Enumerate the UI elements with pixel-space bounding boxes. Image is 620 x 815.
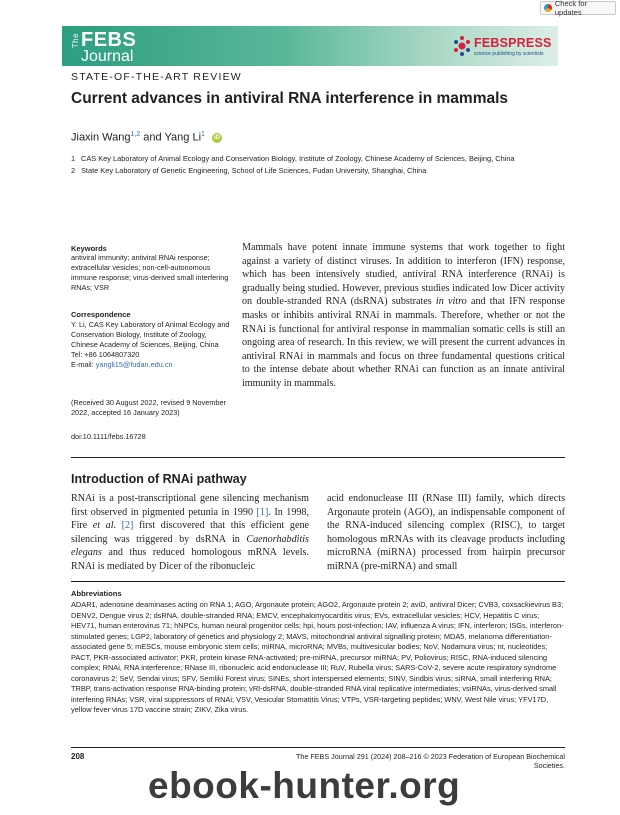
- citation-link[interactable]: [2]: [121, 520, 134, 532]
- abstract-italic: in vitro: [435, 296, 467, 308]
- affiliation-number: 1: [71, 154, 76, 163]
- febspress-dots-icon: [452, 35, 472, 57]
- logo-journal: Journal: [81, 48, 134, 65]
- abstract-text: and that IFN response masks or inhibits antiviral RNAi in mammals. Therefore, whether or not the RNAi is functional for antiviral response in mammalian somatic cells is still an ongoing area of research. In this review, we will present the current advances in antiviral RNAi in mammals and focus on three fundamental questions critical to the intense debate about whether RNAi can function as an innate antiviral immunity in mammals.: [242, 296, 565, 389]
- received-dates: (Received 30 August 2022, revised 9 November 2022, accepted 16 January 2023): [71, 398, 226, 417]
- article-type: STATE-OF-THE-ART REVIEW: [71, 71, 242, 83]
- page-number: 208: [71, 752, 85, 761]
- febspress-logo: [452, 35, 560, 59]
- abstract: [242, 241, 565, 391]
- email-label: E-mail:: [71, 360, 96, 369]
- logo-the: The: [71, 33, 80, 49]
- section-heading: Introduction of RNAi pathway: [71, 472, 247, 486]
- doi[interactable]: doi:10.1111/febs.16728: [71, 432, 146, 441]
- abbreviations-heading: Abbreviations: [71, 589, 122, 598]
- divider: [71, 457, 565, 458]
- body-column-right: acid endonuclease III (RNase III) family, which directs Argonaute protein (AGO), an indispensable component of the RNA-induced silencing complex (RISC), to target homologous mRNAs with its cleavage products including microRNA (miRNA) processed from hairpin precursor miRNA (pre-miRNA) and small: [327, 493, 565, 572]
- keywords-heading: Keywords: [71, 244, 107, 253]
- author-affiliation-mark[interactable]: 1,2: [130, 131, 141, 138]
- body-text: .: [113, 520, 122, 532]
- affiliation-text: State Key Laboratory of Genetic Engineering, School of Life Sciences, Fudan University, Shanghai, China: [81, 166, 427, 175]
- author-name: Yang Li: [164, 131, 202, 144]
- body-italic: et al: [92, 520, 114, 532]
- correspondence-heading: Correspondence: [71, 310, 131, 319]
- citation-link[interactable]: [1]: [256, 506, 269, 518]
- abstract-text: Mammals have potent innate immune systems that work together to fight against a variety of distinct viruses. In addition to interferon (IFN) response, which has been intensively studied, antiviral RNA interference (RNAi) is gradually being studied. However, previous studies indicated low Dicer activity on double-stranded RNA (dsRNA) substrates: [242, 242, 565, 308]
- keywords-text: antiviral immunity; antiviral RNAi response; extracellular vesicles; non-cell-autonomous immune response; virus-derived small interfering RNAs; VSR: [71, 253, 229, 292]
- check-updates-label: Check for updates: [554, 0, 587, 17]
- affiliation: [71, 166, 426, 175]
- affiliation-number: 2: [71, 166, 76, 175]
- affiliation: [71, 154, 515, 163]
- divider: [71, 747, 565, 748]
- watermark-text: ebook-hunter.org: [148, 765, 461, 806]
- body-text: first discovered that this efficient gene silencing was triggered by dsRNA in: [71, 520, 309, 545]
- correspondence-email-link[interactable]: yangli15@fudan.edu.cn: [95, 360, 173, 369]
- correspondence-block: [71, 320, 233, 370]
- check-for-updates-button[interactable]: [540, 1, 616, 15]
- body-column-left: [71, 492, 309, 574]
- correspondence-tel: Tel: +86 1064807320: [71, 350, 140, 359]
- author-affiliation-mark[interactable]: 1: [201, 131, 205, 138]
- watermark: [148, 765, 618, 811]
- febspress-name: FEBSPRESS: [474, 36, 552, 50]
- body-text: . In 1998, Fire: [71, 506, 309, 532]
- divider: [71, 581, 565, 582]
- author-joiner: and: [140, 131, 165, 144]
- body-italic: Caenorhabditis elegans: [71, 533, 309, 559]
- affiliation-text: CAS Key Laboratory of Animal Ecology and Conservation Biology, Institute of Zoology, Chinese Academy of Sciences, Beijing, China: [81, 154, 515, 163]
- orcid-icon[interactable]: iD: [214, 134, 220, 141]
- abbreviations-text: ADAR1, adenosine deaminases acting on RNA 1; AGO, Argonaute protein; AGO2, Argonaute protein 2; aviD, antiviral Dicer; CVB3, coxsackievirus B3; DENV2, Dengue virus 2; dsRNA, double-stranded RNA; EMCV, encephalomyocarditis virus; EVs, extracellular vesicles; HCV, Hepatitis C virus; HEV71, human enterovirus 71; hNPCs, human neural progenitor cells; hpi, hours post-infection; IAV, influenza A virus; IFN, interferon; ISGs, interferon-stimulated genes; LGP2, laboratory of genetics and physiology 2; MAVS, mitochondrial antiviral signalling protein; MDA5, melanoma differentiation-associated gene 5; mESCs, mouse embryonic stem cells; miRNA, microRNA; MVBs, multivesicular bodies; NoV, Nodamura virus; nt, nucleotides; PACT, PKR-associated activator; PKR, protein kinase RNA-activated; pre-miRNA, precursor miRNA; PV, Poliovirus; RISC, RNA-induced silencing complex; RNAi, RNA interference; RNase III, ribonucleic acid endonuclease III; RuV, Rubella virus; SARS-CoV-2, severe acute respiratory syndrome coronavirus 2; SeV, Sendai virus; SFV, Semliki Forest virus; SINEs, short interspersed elements; SINV, Sindbis virus; siRNA, small interfering RNA; TRBP, trans-activation response RNA-binding protein; vRI-dsRNA, double-stranded RNA viral replicative intermediates; vsiRNAs, virus-derived small interfering RNAs; VSR, viral suppressors of RNAi; VSV, Vesicular Stomatitis Virus; VTPs, VSR-targeting peptides; WNV, West Nile virus; YFV17D, yellow fever virus 17D vaccine strain; ZIKV, Zika virus.: [71, 600, 564, 714]
- footer-citation: The FEBS Journal 291 (2024) 208–216 © 2023 Federation of European Biochemical Societies.: [295, 752, 565, 770]
- author-name: Jiaxin Wang: [71, 131, 131, 144]
- check-updates-icon: [544, 4, 552, 12]
- correspondence-address: Y. Li, CAS Key Laboratory of Animal Ecology and Conservation Biology, Institute of Zoology, Chinese Academy of Sciences, Beijing, China: [71, 320, 230, 349]
- author-list: [71, 131, 222, 144]
- body-text: and thus reduced homologous mRNA levels. RNAi is mediated by Dicer of the ribonucleic: [71, 547, 309, 572]
- febspress-tagline: science publishing by scientists: [474, 51, 544, 57]
- body-text: RNAi is a post-transcriptional gene silencing mechanism first observed in pigmented petunia in 1990: [71, 493, 309, 518]
- article-title: Current advances in antiviral RNA interference in mammals: [71, 90, 509, 107]
- logo-febs: FEBS: [81, 29, 137, 51]
